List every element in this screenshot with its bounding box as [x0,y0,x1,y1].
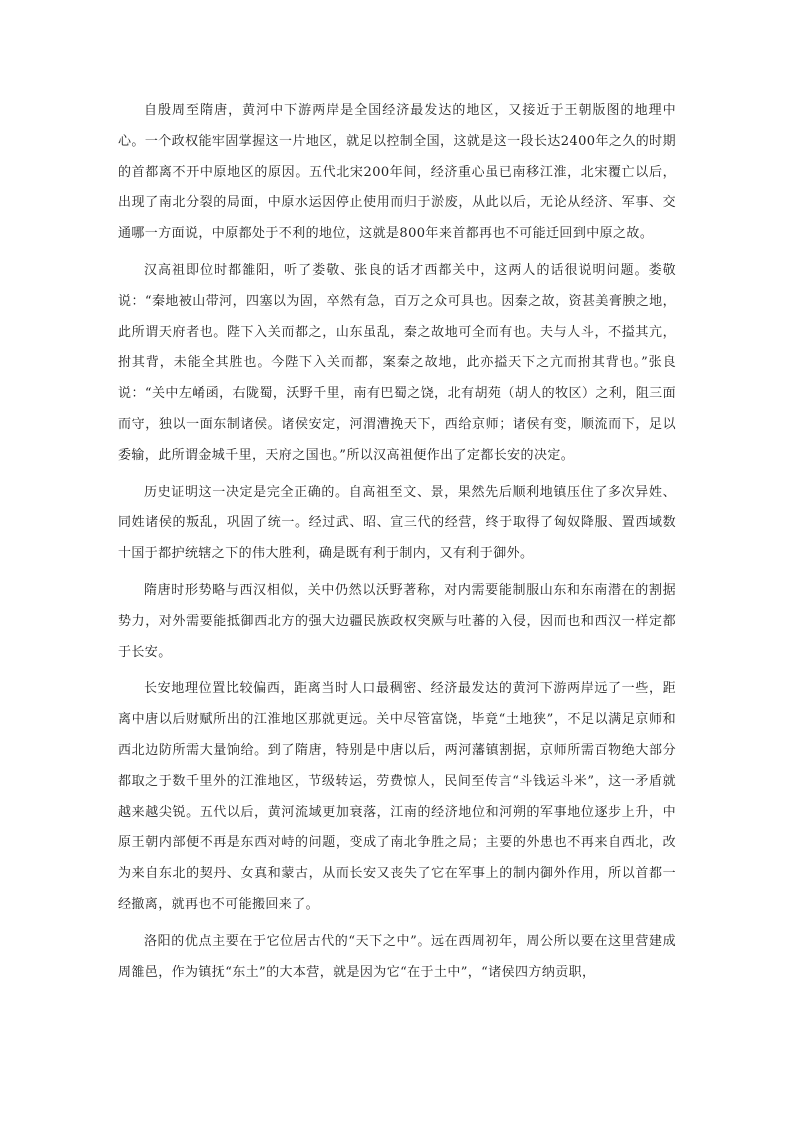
paragraph-2: 汉高祖即位时都雒阳，听了娄敬、张良的话才西都关中，这两人的话很说明问题。娄敬说：“秦地被山带河，四塞以为固，卒然有急，百万之众可具也。因秦之故，资甚美膏腴之地，此所谓天府者也。陛下入关而都之，山东虽乱，秦之故地可全而有也。夫与人斗，不搤其亢，拊其背，未能全其胜也。今陛下入关而都，案秦之故地，此亦搤天下之亢而拊其背也。”张良说：“关中左崤函，右陇蜀，沃野千里，南有巴蜀之饶，北有胡苑（胡人的牧区）之利，阻三面而守，独以一面东制诸侯。诸侯安定，河渭漕挽天下，西给京师；诸侯有变，顺流而下，足以委输，此所谓金城千里，天府之国也。”所以汉高祖便作出了定都长安的决定。 [118,262,676,463]
paragraph-3: 历史证明这一决定是完全正确的。自高祖至文、景，果然先后顺利地镇压住了多次异姓、同姓诸侯的叛乱，巩固了统一。经过武、昭、宣三代的经营，终于取得了匈奴降服、置西域数十国于都护统辖之下的伟大胜利，确是既有利于制内，又有利于御外。 [118,484,676,562]
paragraph-4: 隋唐时形势略与西汉相似，关中仍然以沃野著称，对内需要能制服山东和东南潜在的割据势力，对外需要能抵御西北方的强大边疆民族政权突厥与吐蕃的入侵，因而也和西汉一样定都于长安。 [118,582,676,660]
paragraph-1: 自殷周至隋唐，黄河中下游两岸是全国经济最发达的地区，又接近于王朝版图的地理中心。一个政权能牢固掌握这一片地区，就足以控制全国，这就是这一段长达2400年之久的时期的首都离不开中原地区的原因。五代北宋200年间，经济重心虽已南移江淮，北宋覆亡以后，出现了南北分裂的局面，中原水运因停止使用而归于淤废，从此以后，无论从经济、军事、交通哪一方面说，中原都处于不利的地位，这就是800年来首都再也不可能迁回到中原之故。 [118,103,676,242]
paragraph-6: 洛阳的优点主要在于它位居古代的“天下之中”。远在西周初年，周公所以要在这里营建成周雒邑，作为镇抚“东土”的大本营，就是因为它“在于土中”，“诸侯四方纳贡职， [118,933,676,980]
document-page [118,96,676,994]
paragraph-5: 长安地理位置比较偏西，距离当时人口最稠密、经济最发达的黄河下游两岸远了一些，距离中唐以后财赋所出的江淮地区那就更远。关中尽管富饶，毕竟“土地狭”，不足以满足京师和西北边防所需大量饷给。到了隋唐，特别是中唐以后，两河藩镇割据，京师所需百物绝大部分都取之于数千里外的江淮地区，节级转运，劳费惊人，民间至传言“斗钱运斗米”，这一矛盾就越来越尖锐。五代以后，黄河流域更加衰落，江南的经济地位和河朔的军事地位逐步上升，中原王朝内部便不再是东西对峙的问题，变成了南北争胜之局；主要的外患也不再来自西北，改为来自东北的契丹、女真和蒙古，从而长安又丧失了它在军事上的制内御外作用，所以首都一经撤离，就再也不可能搬回来了。 [118,681,676,912]
